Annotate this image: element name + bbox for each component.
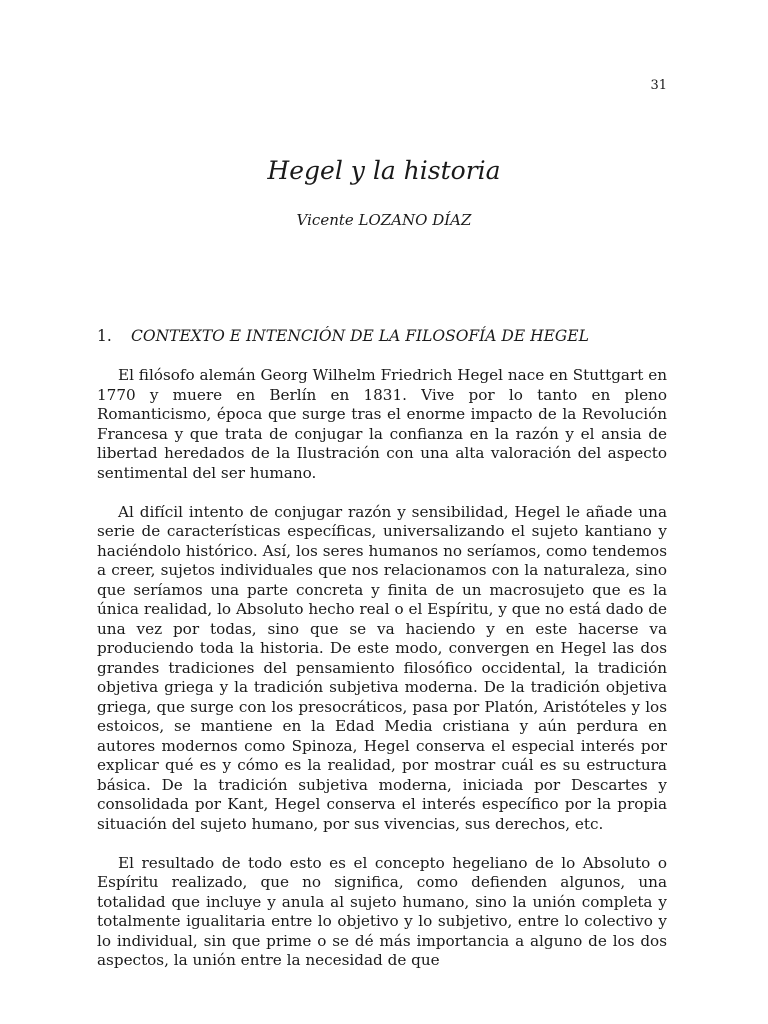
article-title: Hegel y la historia — [267, 156, 501, 185]
paragraph-1: El filósofo alemán Georg Wilhelm Friedrich Hegel nace en Stuttgart en 1770 y muere en Berlín en 1831. Vive por lo tanto en pleno Romanticismo, época que surge tras el enorme impacto de la Revolución Francesa y que trata de conjugar la confianza en la razón y el ansia de libertad heredados de la Ilustración con una alta valoración del aspecto sentimental del ser humano. — [97, 366, 667, 482]
section-heading — [97, 326, 672, 346]
section-title: CONTEXTO E INTENCIÓN DE LA FILOSOFÍA DE HEGEL — [131, 327, 589, 345]
paragraph-2: Al difícil intento de conjugar razón y sensibilidad, Hegel le añade una serie de características específicas, universalizando el sujeto kantiano y haciéndolo histórico. Así, los seres humanos no seríamos, como tendemos a creer, sujetos individuales que nos relacionamos con la naturaleza, sino que seríamos una parte concreta y finita de un macrosujeto que es la única realidad, lo Absoluto hecho real o el Espíritu, y que no está dado de una vez por todas, sino que se va haciendo y en este hacerse va produciendo toda la historia. De este modo, convergen en Hegel las dos grandes tradiciones del pensamiento filosófico occidental, la tradición objetiva griega y la tradición subjetiva moderna. De la tradición objetiva griega, que surge con los presocráticos, pasa por Platón, Aristóteles y los estoicos, se mantiene en la Edad Media cristiana y aún perdura en autores modernos como Spinoza, Hegel conserva el especial interés por explicar qué es y cómo es la realidad, por mostrar cuál es su estructura básica. De la tradición subjetiva moderna, iniciada por Descartes y consolidada por Kant, Hegel conserva el interés específico por la propia situación del sujeto humano, por sus vivencias, sus derechos, etc. — [97, 502, 667, 833]
section-number: 1. — [97, 327, 112, 345]
body-text — [97, 366, 667, 990]
paragraph-3: El resultado de todo esto es el concepto hegeliano de lo Absoluto o Espíritu realizado, que no significa, como defienden algunos, una totalidad que incluye y anula al sujeto humano, sino la unión completa y totalmente igualitaria entre lo objetivo y lo subjetivo, entre lo colectivo y lo individual, sin que prime o se dé más importancia a alguno de los dos aspectos, la unión entre la necesidad de que — [97, 853, 667, 969]
author-name: Vicente LOZANO DÍAZ — [296, 211, 472, 229]
page-number: 31 — [650, 78, 667, 93]
